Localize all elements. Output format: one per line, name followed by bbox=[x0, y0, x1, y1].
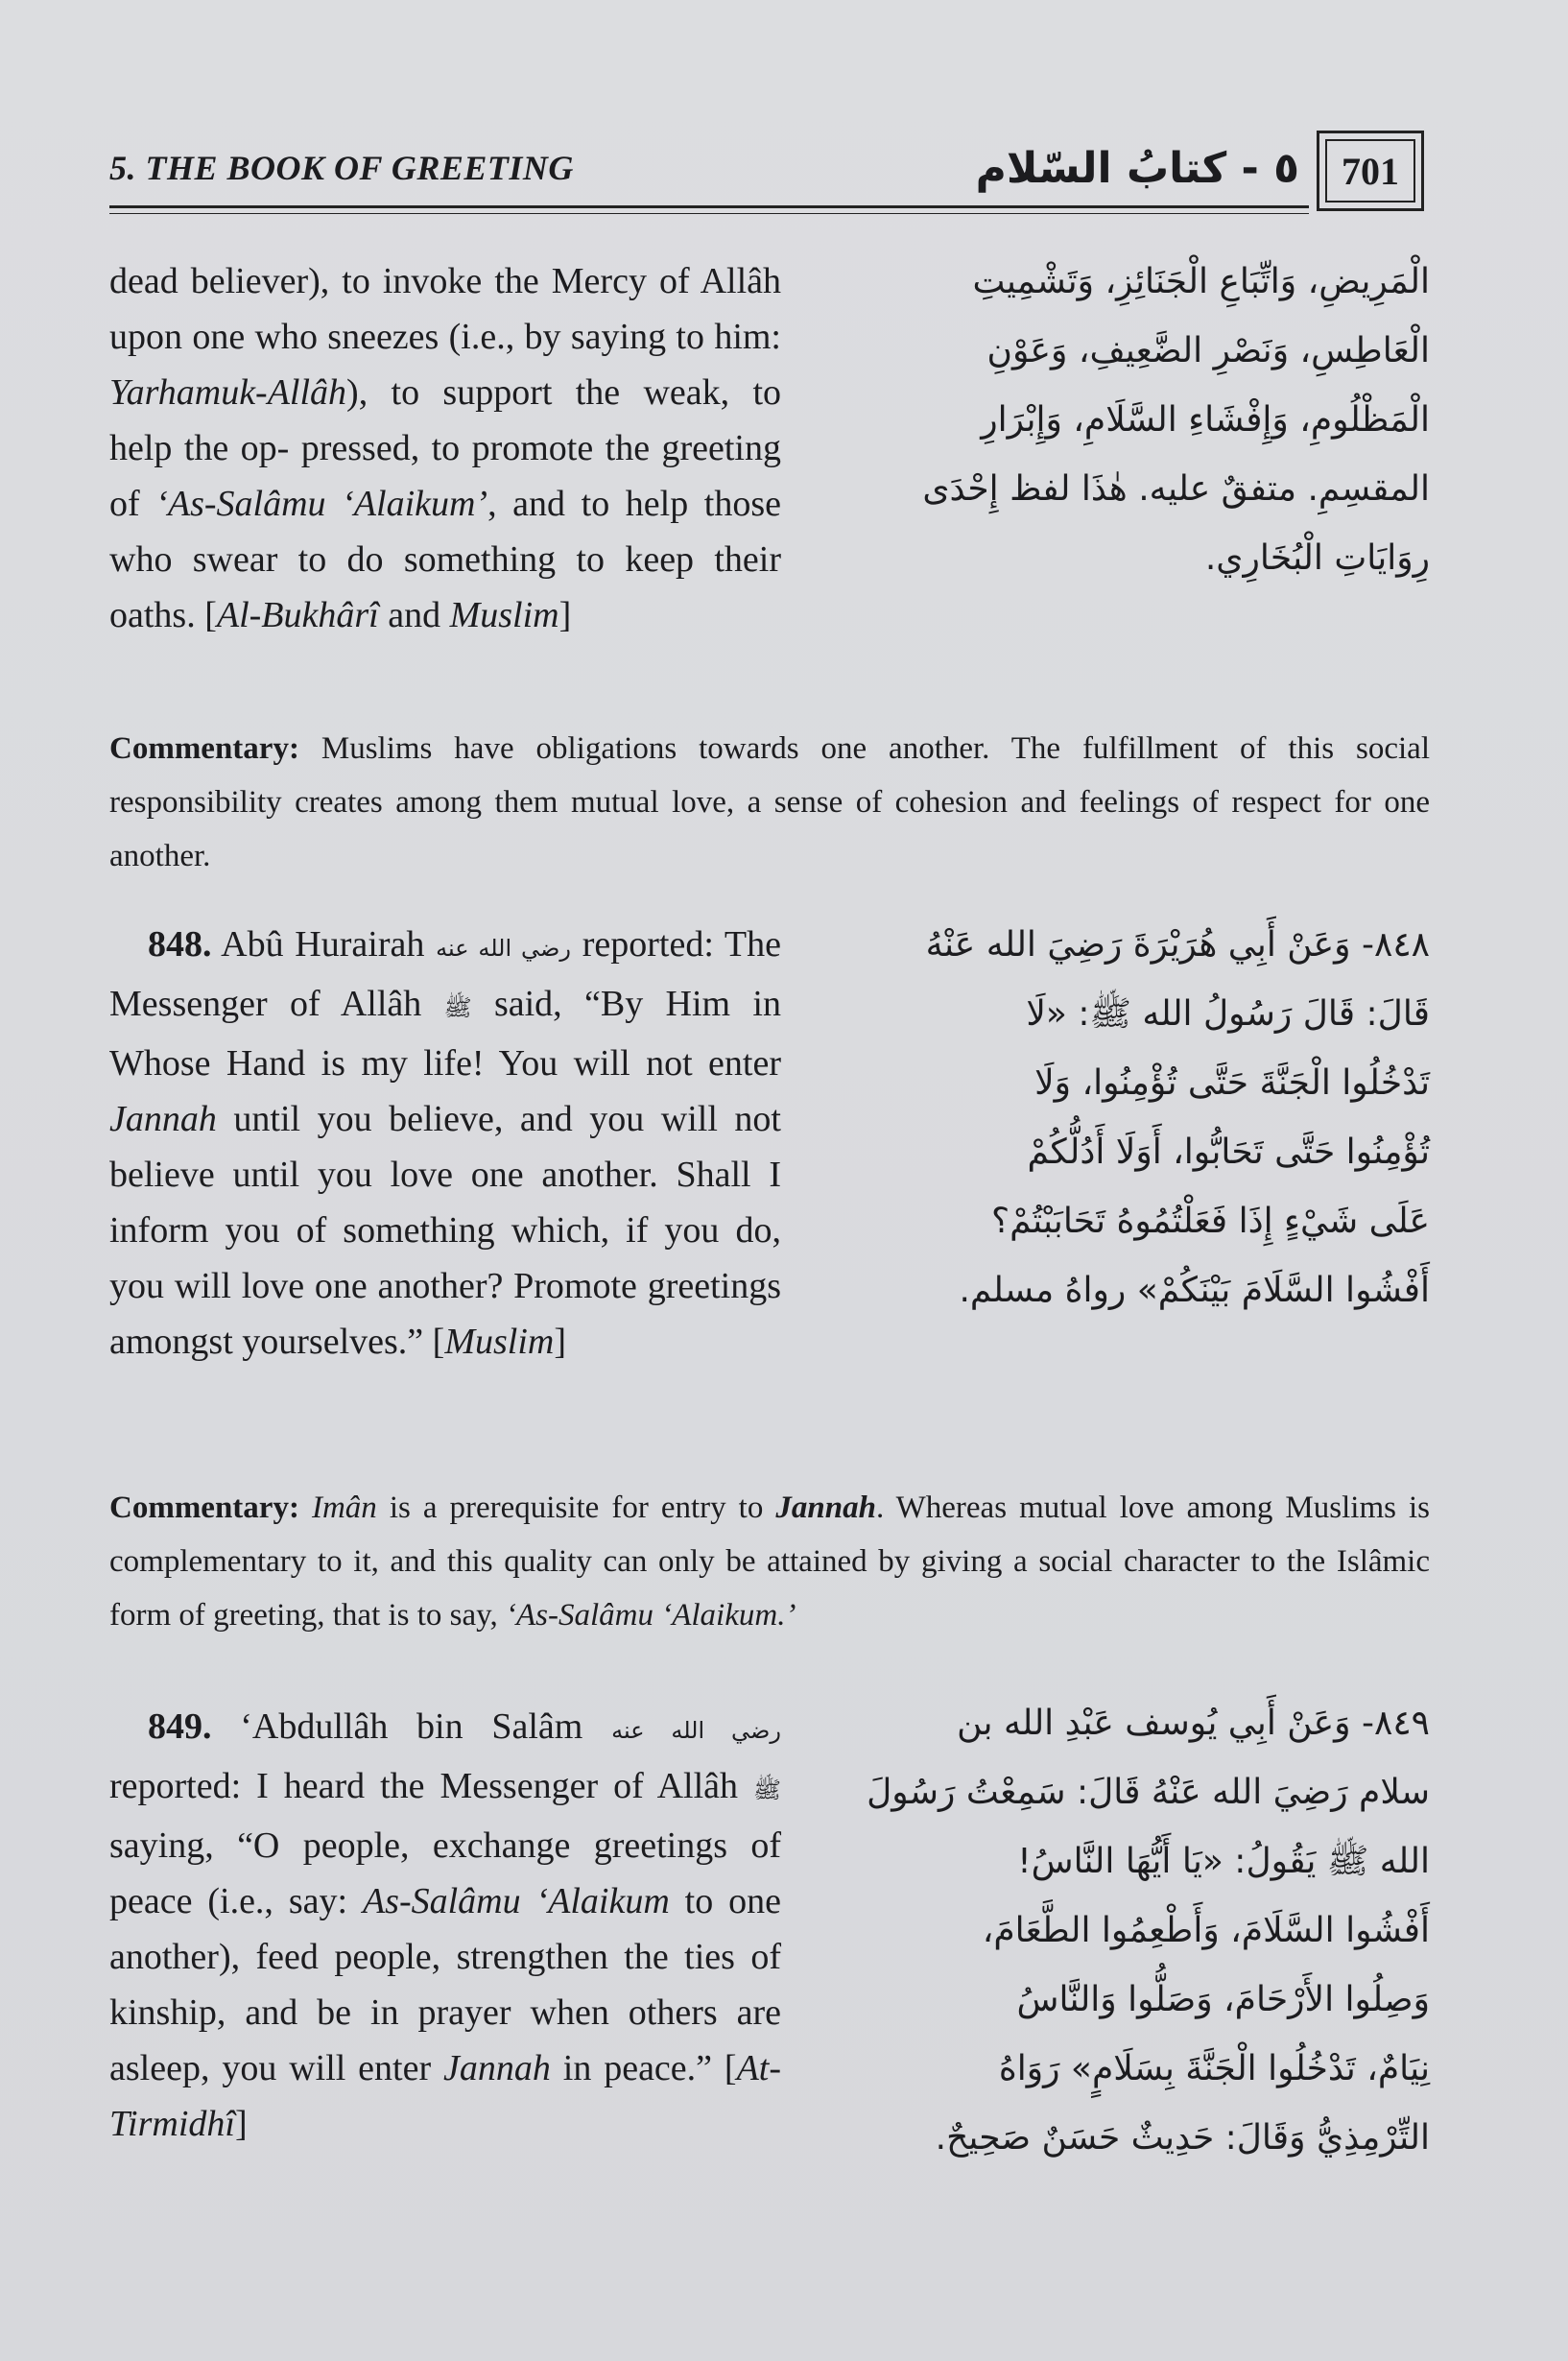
arabic-line: وَصِلُوا الأَرْحَامَ، وَصَلُّوا وَالنَّاسُ bbox=[1016, 1980, 1430, 2019]
arabic-line: رِوَايَاتِ الْبُخَارِي. bbox=[1204, 538, 1430, 578]
header-rule-thin bbox=[109, 213, 1309, 214]
hadith-848-arabic bbox=[816, 911, 1430, 1325]
arabic-line: نِيَامٌ، تَدْخُلُوا الْجَنَّةَ بِسَلَامٍ» رَوَاهُ bbox=[998, 2049, 1430, 2088]
arabic-line: تَدْخُلُوا الْجَنَّةَ حَتَّى تُؤْمِنُوا، وَلَا bbox=[1034, 1063, 1430, 1103]
book-title: 5. THE BOOK OF GREETING bbox=[109, 149, 574, 187]
hadith-849-english: 849. ‘Abdullâh bin Salâm رضي الله عنه reported: I heard the Messenger of Allâh ﷺ saying, “O people, exchange greetings of peace (i.e., say: As-Salâmu ‘Alaikum to one another), feed people, strengthen the ties of kinship, and be in prayer when others are asleep, you will enter Jannah in peace.” [At-Tirmidhî] bbox=[109, 1706, 782, 2144]
arabic-chapter-title: ٥ - كتابُ السّلام bbox=[975, 144, 1299, 193]
hadith-849-arabic bbox=[816, 1689, 1430, 2173]
hadith-number: 848. bbox=[148, 924, 212, 965]
page-header bbox=[109, 125, 1424, 230]
commentary-label: Commentary: bbox=[109, 731, 299, 766]
arabic-line: تُؤْمِنُوا حَتَّى تَحَابُّوا، أَوَلَا أَدُلُّكُمْ bbox=[1027, 1133, 1430, 1172]
hadith-847-continuation bbox=[109, 248, 1430, 670]
arabic-line: أَفْشُوا السَّلَامَ بَيْنَكُمْ» رواهُ مسلم. bbox=[959, 1271, 1430, 1310]
arabic-line: قَالَ: قَالَ رَسُولُ الله ﷺ: «لَا bbox=[1026, 994, 1430, 1034]
arabic-line: ٨٤٩- وَعَنْ أَبِي يُوسف عَبْدِ الله بن bbox=[957, 1704, 1430, 1743]
arabic-line: الْعَاطِسِ، وَنَصْرِ الضَّعِيفِ، وَعَوْنِ bbox=[986, 331, 1430, 370]
header-rule bbox=[109, 205, 1309, 208]
arabic-line: سلام رَضِيَ الله عَنْهُ قَالَ: سَمِعْتُ رَسُولَ bbox=[867, 1773, 1430, 1812]
commentary-1: Commentary: Muslims have obligations towards one another. The fulfillment of this social responsibility creates among them mutual love, a sense of cohesion and feelings of respect for one another. bbox=[109, 731, 1430, 873]
arabic-line: التِّرْمِذِيُّ وَقَالَ: حَدِيثٌ حَسَنٌ صَحِيحٌ. bbox=[935, 2118, 1430, 2158]
hadith-number: 849. bbox=[148, 1706, 212, 1747]
commentary-2: Commentary: Imân is a prerequisite for entry to Jannah. Whereas mutual love among Muslims is complementary to it, and this quality can only be attained by giving a social character to the Islâmic form of greeting, that is to say, ‘As-Salâmu ‘Alaikum.’ bbox=[109, 1491, 1430, 1633]
honorific-glyph: رضي الله عنه bbox=[436, 935, 571, 962]
pbuh-glyph: ﷺ bbox=[753, 1777, 781, 1803]
hadith-849 bbox=[109, 1699, 1430, 2236]
arabic-line: عَلَى شَيْءٍ إِذَا فَعَلْتُمُوهُ تَحَابَبْتُمْ؟ bbox=[991, 1202, 1430, 1241]
hadith-848-english: 848. Abû Hurairah رضي الله عنه reported: The Messenger of Allâh ﷺ said, “By Him in Whose Hand is my life! You will not enter Jannah until you believe, and you will not believe until you love one another. Shall I inform you of something which, if you do, you will love one another? Promote greetings amongst yourselves.” [Muslim] bbox=[109, 924, 782, 1362]
arabic-line: الله ﷺ يَقُولُ: «يَا أَيُّهَا النَّاسُ! bbox=[1017, 1842, 1430, 1881]
page-number-box bbox=[1317, 131, 1424, 211]
pbuh-glyph: ﷺ bbox=[443, 994, 472, 1021]
hadith-848 bbox=[109, 917, 1430, 1483]
hadith-847-english: dead believer), to invoke the Mercy of Allâh upon one who sneezes (i.e., by saying to him: Yarhamuk-Allâh), to support the weak, to help the op- pressed, to promote the greeting of ‘As-Salâmu ‘Alaikum’, and to help those who swear to do something to keep their oaths. [Al-Bukhârî and Muslim] bbox=[109, 261, 782, 635]
arabic-line: الْمَظْلُومِ، وَإِفْشَاءِ السَّلَامِ، وَإِبْرَارِ bbox=[981, 400, 1430, 440]
page-number: 701 bbox=[1325, 139, 1415, 203]
honorific-glyph: رضي الله عنه bbox=[611, 1717, 782, 1744]
commentary-label: Commentary: bbox=[109, 1491, 299, 1525]
arabic-line: ٨٤٨- وَعَنْ أَبِي هُرَيْرَةَ رَضِيَ الله عَنْهُ bbox=[925, 925, 1430, 965]
hadith-847-arabic bbox=[816, 248, 1430, 593]
arabic-line: الْمَرِيضِ، وَاتِّبَاعِ الْجَنَائِزِ، وَتَشْمِيتِ bbox=[972, 262, 1430, 301]
arabic-line: أَفْشُوا السَّلَامَ، وَأَطْعِمُوا الطَّعَامَ، bbox=[982, 1911, 1430, 1950]
arabic-line: المقسِمِ. متفقٌ عليه. هٰذَا لفظ إِحْدَى bbox=[922, 469, 1430, 509]
